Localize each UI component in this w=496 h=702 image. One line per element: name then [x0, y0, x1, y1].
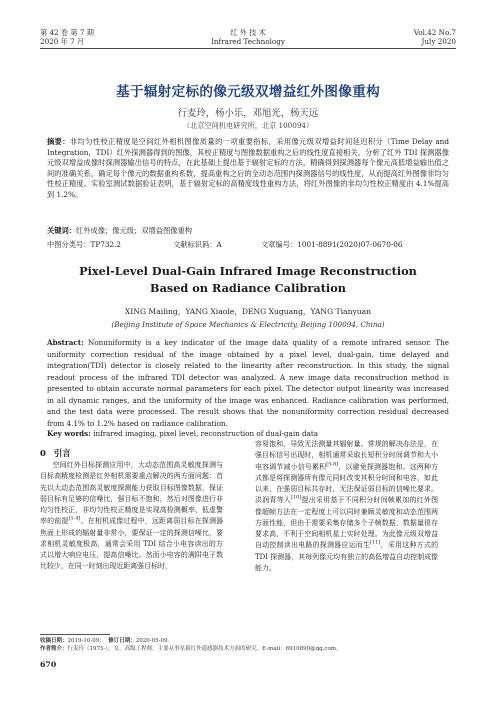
intro-text-part3: 容易饱和，导致无法测量其辐射量。常规的解决办法是，在强目标信号出现时，相机通常采取长短积分时间调节和大小电容调节减小信号累积 [255, 440, 438, 471]
citation-ref: [11] [370, 539, 381, 546]
affiliation-en: (Beijing Institute of Space Mechanics & Electricity, Beijing 100094, China) [111, 320, 385, 329]
page-number: 670 [40, 660, 57, 669]
paper-title-cn: 基于辐射定标的像元级双增益红外图像重构 [116, 84, 380, 100]
abstract-en [47, 337, 449, 429]
volume-issue-en: Vol.42 No.7 [413, 28, 456, 37]
section-title: 引言 [53, 448, 71, 458]
intro-text-part2: 。在相机成像过程中，远距离弱目标在探测器焦面上形成的辐射量非常小，要保证一定的探测信噪比，要求相机灵敏度极高，通常会采用 TDI 结合小电容读出的方式以增大响应电压，提高信噪比。然而小电容的满阱电子数比较少，在同一时刻出现近距离强目标时， [40, 517, 224, 571]
date-en: July 2020 [421, 37, 456, 46]
clc-number: 中图分类号：TP732.2 [47, 240, 121, 249]
abstract-en-label: Abstract: [47, 338, 84, 347]
intro-text-part1: 空间红外目标探测应用中，大动态范围高灵敏度探测与目标高精度检测是红外相机需要重点解决的两方面问题：首先以大动态范围高灵敏度探测能力获取目标图像数据，保证弱目标有足够的信噪比，强目标不饱和，然后对图像进行非均匀性校正，非均匀性校正精度是实现高检测概率、低虚警率的前提 [40, 461, 223, 526]
paper-title-en-line1: Pixel-Level Dual-Gain Infrared Image Reconstruction [79, 264, 417, 278]
keywords-en-text: infrared imaging, pixel level, reconstruction of dual-gain data [93, 429, 319, 438]
revised-label: 修订日期： [108, 638, 136, 644]
body-column-right [255, 439, 438, 574]
abstract-cn-label: 摘要： [47, 137, 70, 146]
footnote-divider [40, 634, 110, 635]
author-bio: 行麦玲（1975-），女，高级工程师，主要从事星载红外遥感器技术方面的研究。E-mail：6910890@qq.com。 [67, 646, 342, 652]
author-bio-label: 作者简介： [40, 646, 68, 652]
received-label: 收稿日期： [40, 638, 68, 644]
keywords-en [47, 429, 449, 438]
header-center [40, 28, 456, 46]
citation-ref: [1-4] [68, 515, 81, 522]
volume-issue-cn: 第 42 卷 第 7 期 [40, 28, 94, 37]
paper-title-en-line2: Based on Radiance Calibration [150, 281, 346, 295]
article-number: 文章编号：1001-8891(2020)07-0670-06 [261, 240, 403, 249]
date-cn: 2020 年 7 月 [40, 37, 85, 46]
citation-ref: [5-8] [326, 461, 339, 468]
citation-ref: [10] [291, 494, 302, 501]
intro-text-part4: ，以避免探测器饱和。这两种方式都是将探测器所有像元同时改变其积分时间和电容，如此以来，在强弱目标共存时，无法保证弱目标的信噪比要求。洪润青等人 [255, 462, 439, 505]
authors-cn: 行麦玲，杨小乐，邓旭光，杨天远 [177, 108, 319, 119]
journal-header [40, 28, 456, 54]
affiliation-cn: （北京空间机电研究所，北京 100094） [182, 121, 314, 130]
footnotes [40, 637, 456, 653]
keywords-cn-label: 关键词： [47, 226, 77, 235]
document-code: 文献标识码：A [173, 240, 222, 249]
paper-title-en [40, 263, 456, 297]
abstract-cn-text: 非均匀性校正精度是空间红外相机图像质量的一项重要指标，采用像元级双增益时间延迟积分（Time Delay and Integration，TDI）红外探测器得到的图像，其校正精度与图像数据重构之后的线性度直接相关。分析了红外 TDI 探测器像元级双增益成像时探测器输出信号的特点，在此基础上提出基于辐射定标的方法，精确得到探测器每个像元高低增益输出值之间的准确关系，确定每个像元的数据重构系数，提高重构之后的全动态范围内探测器信号的线性度，从而提高红外图像非均匀性校正精度。实验室测试数据验证表明，基于辐射定标的高精度线性重构方法，将红外图像的非均匀性校正精度由 4.1%提高到 1.2%。 [47, 137, 449, 199]
abstract-cn [47, 137, 449, 200]
keywords-cn-text: 红外成像；像元级；双增益图像重构 [76, 226, 193, 235]
journal-name-en: Infrared Technology [211, 37, 285, 46]
section-heading-introduction [40, 447, 71, 459]
section-number: 0 [40, 448, 46, 458]
intro-text-part5: 提出采用基于不同积分时间帧累加的红外图像超帧方法在一定程度上可以同时兼顾灵敏度和动态范围两方面性能，但由于需要采集存储多个子帧数据，数据量很存要求高，不利于空间相机星上实时处理。为此像元级双增益自动控制读出电路的探测器应运而生 [255, 496, 439, 550]
keywords-cn [47, 226, 192, 236]
intro-paragraph-left [40, 460, 223, 573]
footnote-dates [40, 637, 456, 645]
keywords-en-label: Key words: [47, 429, 91, 438]
header-divider [40, 48, 456, 49]
abstract-en-text: Nonuniformity is a key indicator of the image data quality of a remote infrared sensor. The uniformity correction residual of the image obtained by a pixel level, dual-gain, time delayed and integration(TDI) detector is closely related to the linearity after reconstruction. In this study, the signal readout process of the infrared TDI detector was analyzed. A new image data reconstruction method is presented to obtain accurate normal parameters for each pixel. The detector output linearity was increased in all dynamic ranges, and the uniformity of the image was enhanced. Radiance calibration was performed, and the test data were processed. The result shows that the nonuniformity correction residual decreased from 4.1% to 1.2% based on radiance calibration. [47, 338, 449, 428]
journal-name-cn: 红 外 技 术 [230, 28, 266, 37]
revised-date: 2020-05-09. [135, 638, 170, 644]
footnote-author [40, 645, 456, 653]
received-date: 2019-10-09； [67, 638, 105, 644]
intro-text-part6: ，采用这种方式的 TDI 探测器，其每列像元均有独立的高低增益自动控制成像能力。 [255, 541, 438, 572]
authors-en: XING Mailing，YANG Xiaole，DENG Xuguang，YANG Tianyuan [124, 307, 372, 316]
header-right [414, 28, 456, 46]
